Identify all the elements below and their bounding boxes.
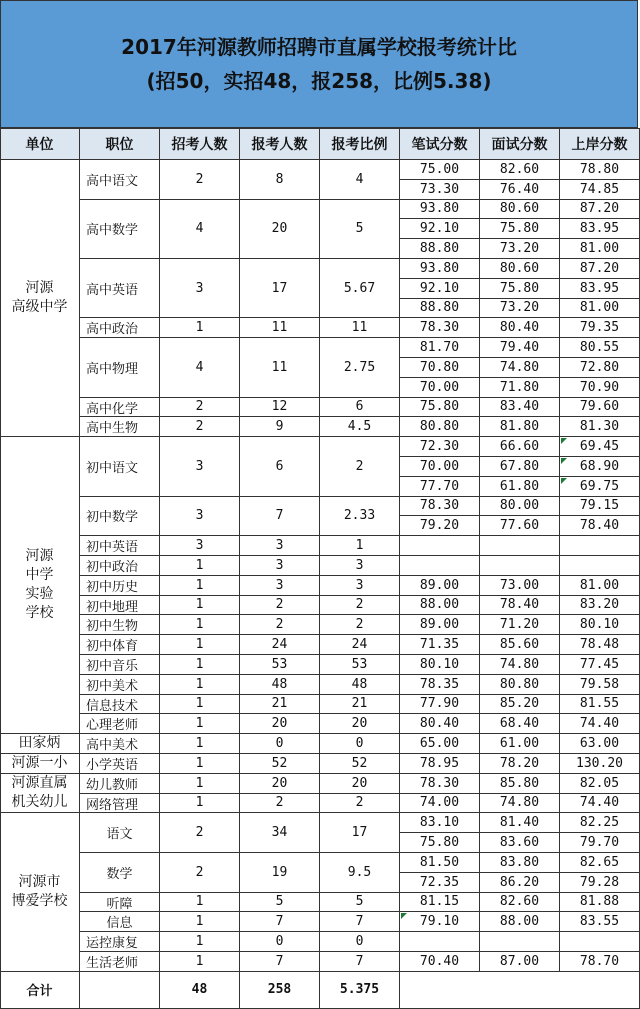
interview-score-cell: 80.60 <box>480 200 560 220</box>
unit-name-line: 河源一小 <box>11 754 68 771</box>
interview-score-cell: 73.00 <box>480 576 560 596</box>
recruit-count-cell: 3 <box>160 437 240 496</box>
recruit-count-cell: 1 <box>160 912 240 932</box>
final-score-cell: 79.70 <box>560 833 640 853</box>
written-score-cell: 81.15 <box>400 893 480 913</box>
recruit-count-cell: 3 <box>160 497 240 537</box>
final-score-cell: 81.88 <box>560 893 640 913</box>
written-score-cell: 93.80 <box>400 259 480 279</box>
position-cell: 高中语文 <box>80 160 160 200</box>
final-score-cell: 78.40 <box>560 516 640 536</box>
written-score-cell: 80.40 <box>400 714 480 734</box>
ratio-cell: 2 <box>320 596 400 616</box>
written-score-cell: 72.30 <box>400 437 480 457</box>
interview-score-cell <box>480 556 560 576</box>
written-score-cell: 70.00 <box>400 457 480 477</box>
header-unit: 单位 <box>0 128 80 160</box>
interview-score-cell: 83.40 <box>480 398 560 418</box>
recruit-count-cell: 1 <box>160 318 240 338</box>
total-recruit: 48 <box>160 972 240 1009</box>
interview-score-cell: 83.60 <box>480 833 560 853</box>
final-score-cell: 83.95 <box>560 279 640 299</box>
position-cell: 信息技术 <box>80 695 160 715</box>
recruit-count-cell: 1 <box>160 714 240 734</box>
position-cell: 初中政治 <box>80 556 160 576</box>
written-score-cell <box>400 536 480 556</box>
applicant-count-cell: 21 <box>240 695 320 715</box>
position-cell: 数学 <box>80 853 160 893</box>
recruit-count-cell: 3 <box>160 536 240 556</box>
ratio-cell: 4.5 <box>320 417 400 437</box>
position-cell: 高中生物 <box>80 417 160 437</box>
applicant-count-cell: 3 <box>240 536 320 556</box>
ratio-cell: 2 <box>320 437 400 496</box>
interview-score-cell: 86.20 <box>480 873 560 893</box>
unit-cell <box>0 437 80 734</box>
written-score-cell: 74.00 <box>400 794 480 814</box>
interview-score-cell: 80.00 <box>480 497 560 517</box>
final-score-cell <box>560 536 640 556</box>
interview-score-cell: 73.20 <box>480 299 560 319</box>
written-score-cell: 83.10 <box>400 813 480 833</box>
total-ratio: 5.375 <box>320 972 400 1009</box>
ratio-cell: 2 <box>320 794 400 814</box>
interview-score-cell: 67.80 <box>480 457 560 477</box>
applicant-count-cell: 2 <box>240 615 320 635</box>
ratio-cell: 17 <box>320 813 400 853</box>
header-applicant-count: 报考人数 <box>240 128 320 160</box>
unit-name-line: 田家炳 <box>18 735 61 752</box>
recruit-count-cell: 1 <box>160 774 240 794</box>
recruit-count-cell: 1 <box>160 893 240 913</box>
written-score-cell: 70.00 <box>400 378 480 398</box>
written-score-cell: 70.40 <box>400 952 480 972</box>
unit-name-line: 博爱学校 <box>11 893 68 910</box>
written-score-cell: 78.35 <box>400 675 480 695</box>
final-score-cell: 79.15 <box>560 497 640 517</box>
header-interview-score: 面试分数 <box>480 128 560 160</box>
written-score-cell: 92.10 <box>400 279 480 299</box>
applicant-count-cell: 0 <box>240 734 320 754</box>
unit-name-line: 河源市 <box>18 874 61 891</box>
applicant-count-cell: 8 <box>240 160 320 200</box>
applicant-count-cell: 2 <box>240 596 320 616</box>
position-cell: 小学英语 <box>80 754 160 774</box>
position-cell: 语文 <box>80 813 160 853</box>
cell-flag-marker <box>561 438 567 444</box>
final-score-cell: 69.75 <box>560 477 640 497</box>
interview-score-cell: 81.80 <box>480 417 560 437</box>
unit-name-line: 学校 <box>25 605 54 622</box>
cell-flag-marker <box>561 478 567 484</box>
written-score-cell: 73.30 <box>400 180 480 200</box>
position-cell: 信息 <box>80 912 160 932</box>
recruit-count-cell: 1 <box>160 556 240 576</box>
title-line-2: (招50，实招48，报258，比例5.38) <box>146 69 492 93</box>
recruit-count-cell: 1 <box>160 695 240 715</box>
interview-score-cell <box>480 932 560 952</box>
final-score-cell: 78.70 <box>560 952 640 972</box>
interview-score-cell: 85.20 <box>480 695 560 715</box>
interview-score-cell: 61.00 <box>480 734 560 754</box>
interview-score-cell: 74.80 <box>480 358 560 378</box>
header-recruit-count: 招考人数 <box>160 128 240 160</box>
header-final-score: 上岸分数 <box>560 128 640 160</box>
interview-score-cell: 77.60 <box>480 516 560 536</box>
ratio-cell: 5 <box>320 200 400 259</box>
recruit-count-cell: 1 <box>160 932 240 952</box>
final-score-cell: 74.85 <box>560 180 640 200</box>
ratio-cell: 53 <box>320 655 400 675</box>
ratio-cell: 48 <box>320 675 400 695</box>
ratio-cell: 2 <box>320 615 400 635</box>
final-score-cell: 81.00 <box>560 299 640 319</box>
interview-score-cell: 82.60 <box>480 893 560 913</box>
unit-name-line: 中学 <box>25 567 54 584</box>
final-score-cell: 83.55 <box>560 912 640 932</box>
written-score-cell: 88.80 <box>400 239 480 259</box>
applicant-count-cell: 5 <box>240 893 320 913</box>
header-written-score: 笔试分数 <box>400 128 480 160</box>
position-cell: 高中物理 <box>80 338 160 397</box>
written-score-cell: 79.10 <box>400 912 480 932</box>
table-left-border <box>0 128 1 1009</box>
ratio-cell: 9.5 <box>320 853 400 893</box>
unit-name-line: 河源 <box>25 548 54 565</box>
final-score-cell: 78.48 <box>560 635 640 655</box>
final-score-cell: 80.55 <box>560 338 640 358</box>
applicant-count-cell: 34 <box>240 813 320 853</box>
written-score-cell: 89.00 <box>400 576 480 596</box>
unit-cell <box>0 734 80 754</box>
recruit-count-cell: 1 <box>160 734 240 754</box>
written-score-cell: 70.80 <box>400 358 480 378</box>
position-cell: 初中历史 <box>80 576 160 596</box>
applicant-count-cell: 3 <box>240 576 320 596</box>
recruit-count-cell: 4 <box>160 200 240 259</box>
ratio-cell: 21 <box>320 695 400 715</box>
unit-name-line: 河源直属 <box>11 775 68 792</box>
position-cell: 幼儿教师 <box>80 774 160 794</box>
applicant-count-cell: 52 <box>240 754 320 774</box>
interview-score-cell: 88.00 <box>480 912 560 932</box>
interview-score-cell: 78.40 <box>480 596 560 616</box>
position-cell: 高中政治 <box>80 318 160 338</box>
written-score-cell: 75.80 <box>400 398 480 418</box>
recruit-count-cell: 1 <box>160 576 240 596</box>
written-score-cell: 88.00 <box>400 596 480 616</box>
final-score-cell: 81.00 <box>560 239 640 259</box>
written-score-cell <box>400 932 480 952</box>
interview-score-cell: 66.60 <box>480 437 560 457</box>
final-score-cell: 63.00 <box>560 734 640 754</box>
interview-score-cell: 74.80 <box>480 655 560 675</box>
position-cell: 初中数学 <box>80 497 160 537</box>
total-scores-empty <box>400 972 640 1009</box>
position-cell: 高中英语 <box>80 259 160 318</box>
applicant-count-cell: 48 <box>240 675 320 695</box>
position-cell: 高中美术 <box>80 734 160 754</box>
unit-cell <box>0 754 80 774</box>
interview-score-cell: 75.80 <box>480 279 560 299</box>
written-score-cell: 88.80 <box>400 299 480 319</box>
final-score-cell: 130.20 <box>560 754 640 774</box>
written-score-cell: 81.50 <box>400 853 480 873</box>
written-score-cell: 77.70 <box>400 477 480 497</box>
cell-flag-marker <box>401 913 407 919</box>
recruit-count-cell: 2 <box>160 813 240 853</box>
final-score-cell: 79.60 <box>560 398 640 418</box>
written-score-cell: 80.10 <box>400 655 480 675</box>
total-applicants: 258 <box>240 972 320 1009</box>
recruit-count-cell: 4 <box>160 338 240 397</box>
final-score-cell: 69.45 <box>560 437 640 457</box>
interview-score-cell: 85.80 <box>480 774 560 794</box>
interview-score-cell: 81.40 <box>480 813 560 833</box>
ratio-cell: 0 <box>320 932 400 952</box>
ratio-cell: 2.33 <box>320 497 400 537</box>
interview-score-cell: 85.60 <box>480 635 560 655</box>
final-score-cell: 87.20 <box>560 259 640 279</box>
interview-score-cell: 79.40 <box>480 338 560 358</box>
written-score-cell: 78.30 <box>400 497 480 517</box>
interview-score-cell: 71.20 <box>480 615 560 635</box>
interview-score-cell: 71.80 <box>480 378 560 398</box>
applicant-count-cell: 20 <box>240 774 320 794</box>
position-cell: 初中体育 <box>80 635 160 655</box>
position-cell: 生活老师 <box>80 952 160 972</box>
recruit-count-cell: 1 <box>160 596 240 616</box>
final-score-cell: 78.80 <box>560 160 640 180</box>
interview-score-cell: 73.20 <box>480 239 560 259</box>
written-score-cell: 65.00 <box>400 734 480 754</box>
final-score-cell <box>560 556 640 576</box>
interview-score-cell: 80.80 <box>480 675 560 695</box>
interview-score-cell <box>480 536 560 556</box>
final-score-cell: 81.30 <box>560 417 640 437</box>
written-score-cell: 79.20 <box>400 516 480 536</box>
recruit-count-cell: 1 <box>160 754 240 774</box>
recruit-count-cell: 3 <box>160 259 240 318</box>
written-score-cell: 72.35 <box>400 873 480 893</box>
position-cell: 高中化学 <box>80 398 160 418</box>
final-score-cell: 81.55 <box>560 695 640 715</box>
final-score-cell: 68.90 <box>560 457 640 477</box>
ratio-cell: 3 <box>320 576 400 596</box>
ratio-cell: 1 <box>320 536 400 556</box>
written-score-cell: 92.10 <box>400 219 480 239</box>
position-cell: 初中地理 <box>80 596 160 616</box>
total-position-empty <box>80 972 160 1009</box>
written-score-cell: 78.30 <box>400 318 480 338</box>
applicant-count-cell: 20 <box>240 200 320 259</box>
recruit-count-cell: 1 <box>160 675 240 695</box>
applicant-count-cell: 20 <box>240 714 320 734</box>
unit-name-line: 高级中学 <box>11 299 68 316</box>
position-cell: 初中英语 <box>80 536 160 556</box>
recruit-count-cell: 1 <box>160 615 240 635</box>
position-cell: 网络管理 <box>80 794 160 814</box>
final-score-cell <box>560 932 640 952</box>
unit-cell <box>0 774 80 814</box>
ratio-cell: 20 <box>320 774 400 794</box>
written-score-cell: 78.95 <box>400 754 480 774</box>
title-line-1: 2017年河源教师招聘市直属学校报考统计比 <box>121 35 517 59</box>
unit-name-line: 河源 <box>25 280 54 297</box>
interview-score-cell: 61.80 <box>480 477 560 497</box>
header-position: 职位 <box>80 128 160 160</box>
applicant-count-cell: 11 <box>240 318 320 338</box>
position-cell: 高中数学 <box>80 200 160 259</box>
unit-cell <box>0 813 80 971</box>
ratio-cell: 7 <box>320 952 400 972</box>
applicant-count-cell: 9 <box>240 417 320 437</box>
applicant-count-cell: 19 <box>240 853 320 893</box>
total-label: 合计 <box>0 972 80 1009</box>
position-cell: 心理老师 <box>80 714 160 734</box>
ratio-cell: 20 <box>320 714 400 734</box>
recruit-count-cell: 2 <box>160 417 240 437</box>
final-score-cell: 70.90 <box>560 378 640 398</box>
position-cell: 初中生物 <box>80 615 160 635</box>
applicant-count-cell: 17 <box>240 259 320 318</box>
ratio-cell: 52 <box>320 754 400 774</box>
recruit-count-cell: 2 <box>160 398 240 418</box>
ratio-cell: 2.75 <box>320 338 400 397</box>
written-score-cell: 75.00 <box>400 160 480 180</box>
ratio-cell: 5.67 <box>320 259 400 318</box>
ratio-cell: 3 <box>320 556 400 576</box>
final-score-cell: 74.40 <box>560 794 640 814</box>
applicant-count-cell: 3 <box>240 556 320 576</box>
unit-name-line: 实验 <box>25 586 54 603</box>
written-score-cell: 71.35 <box>400 635 480 655</box>
interview-score-cell: 80.60 <box>480 259 560 279</box>
applicant-count-cell: 2 <box>240 794 320 814</box>
applicant-count-cell: 24 <box>240 635 320 655</box>
final-score-cell: 80.10 <box>560 615 640 635</box>
ratio-cell: 11 <box>320 318 400 338</box>
table-top-border <box>0 128 640 129</box>
position-cell: 初中语文 <box>80 437 160 496</box>
final-score-cell: 82.05 <box>560 774 640 794</box>
applicant-count-cell: 12 <box>240 398 320 418</box>
position-cell: 初中音乐 <box>80 655 160 675</box>
final-score-cell: 83.95 <box>560 219 640 239</box>
final-score-cell: 83.20 <box>560 596 640 616</box>
final-score-cell: 82.25 <box>560 813 640 833</box>
final-score-cell: 74.40 <box>560 714 640 734</box>
recruit-count-cell: 2 <box>160 853 240 893</box>
applicant-count-cell: 0 <box>240 932 320 952</box>
interview-score-cell: 75.80 <box>480 219 560 239</box>
interview-score-cell: 83.80 <box>480 853 560 873</box>
recruit-count-cell: 2 <box>160 160 240 200</box>
written-score-cell: 89.00 <box>400 615 480 635</box>
ratio-cell: 24 <box>320 635 400 655</box>
ratio-cell: 0 <box>320 734 400 754</box>
header-ratio: 报考比例 <box>320 128 400 160</box>
position-cell: 初中美术 <box>80 675 160 695</box>
written-score-cell: 81.70 <box>400 338 480 358</box>
ratio-cell: 6 <box>320 398 400 418</box>
recruit-count-cell: 1 <box>160 635 240 655</box>
position-cell: 运控康复 <box>80 932 160 952</box>
interview-score-cell: 80.40 <box>480 318 560 338</box>
unit-cell <box>0 160 80 437</box>
final-score-cell: 79.58 <box>560 675 640 695</box>
written-score-cell: 77.90 <box>400 695 480 715</box>
applicant-count-cell: 53 <box>240 655 320 675</box>
position-cell: 听障 <box>80 893 160 913</box>
final-score-cell: 82.65 <box>560 853 640 873</box>
final-score-cell: 81.00 <box>560 576 640 596</box>
interview-score-cell: 68.40 <box>480 714 560 734</box>
written-score-cell <box>400 556 480 576</box>
applicant-count-cell: 6 <box>240 437 320 496</box>
cell-flag-marker <box>561 458 567 464</box>
applicant-count-cell: 11 <box>240 338 320 397</box>
written-score-cell: 75.80 <box>400 833 480 853</box>
final-score-cell: 79.35 <box>560 318 640 338</box>
applicant-count-cell: 7 <box>240 952 320 972</box>
interview-score-cell: 76.40 <box>480 180 560 200</box>
interview-score-cell: 74.80 <box>480 794 560 814</box>
final-score-cell: 72.80 <box>560 358 640 378</box>
interview-score-cell: 78.20 <box>480 754 560 774</box>
ratio-cell: 7 <box>320 912 400 932</box>
unit-name-line: 机关幼儿 <box>11 794 68 811</box>
written-score-cell: 93.80 <box>400 200 480 220</box>
recruit-count-cell: 1 <box>160 952 240 972</box>
recruit-count-cell: 1 <box>160 794 240 814</box>
interview-score-cell: 82.60 <box>480 160 560 180</box>
interview-score-cell: 87.00 <box>480 952 560 972</box>
final-score-cell: 77.45 <box>560 655 640 675</box>
recruit-count-cell: 1 <box>160 655 240 675</box>
final-score-cell: 79.28 <box>560 873 640 893</box>
applicant-count-cell: 7 <box>240 497 320 537</box>
written-score-cell: 80.80 <box>400 417 480 437</box>
ratio-cell: 5 <box>320 893 400 913</box>
final-score-cell: 87.20 <box>560 200 640 220</box>
written-score-cell: 78.30 <box>400 774 480 794</box>
applicant-count-cell: 7 <box>240 912 320 932</box>
ratio-cell: 4 <box>320 160 400 200</box>
